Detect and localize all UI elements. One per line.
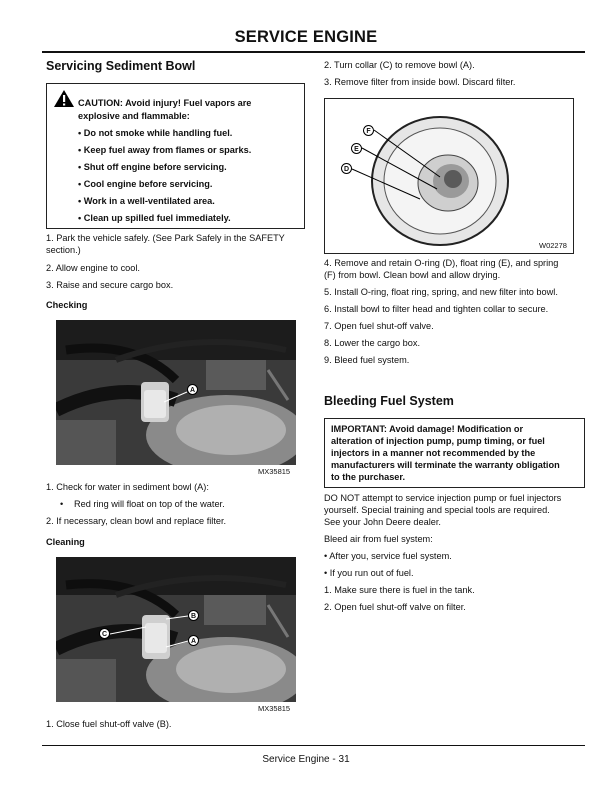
image-caption: MX35815 bbox=[258, 467, 291, 476]
step-text: 2. Turn collar (C) to remove bowl (A). bbox=[324, 60, 475, 70]
step-text: 3. Raise and secure cargo box. bbox=[46, 280, 174, 290]
title-rule bbox=[42, 51, 585, 53]
step-text: 1. Close fuel shut-off valve (B). bbox=[46, 719, 172, 729]
caution-heading-2: explosive and flammable: bbox=[78, 111, 190, 121]
step-text: 7. Open fuel shut-off valve. bbox=[324, 321, 434, 331]
callout-e: E bbox=[351, 143, 362, 154]
step-text: 2. If necessary, clean bowl and replace filter. bbox=[46, 516, 227, 526]
text-line: • After you, service fuel system. bbox=[324, 551, 452, 561]
important-line: manufacturers will terminate the warranty obligation bbox=[331, 460, 560, 470]
important-line: IMPORTANT: Avoid damage! Modification or bbox=[331, 424, 524, 434]
page-title: SERVICE ENGINE bbox=[234, 28, 378, 46]
bullet-dot: • bbox=[60, 499, 64, 509]
page-footer: Service Engine - 31 bbox=[262, 754, 350, 765]
callout-a: A bbox=[188, 635, 199, 646]
text-line: • If you run out of fuel. bbox=[324, 568, 414, 578]
important-line: to the purchaser. bbox=[331, 472, 406, 482]
caution-bullet: • Shut off engine before servicing. bbox=[78, 162, 227, 172]
image-caption: MX35815 bbox=[258, 704, 291, 713]
important-box bbox=[324, 418, 585, 488]
step-text: 4. Remove and retain O-ring (D), float ring (E), and spring bbox=[324, 258, 559, 268]
section-heading-sediment-bowl: Servicing Sediment Bowl bbox=[46, 59, 196, 73]
step-text: 2. Allow engine to cool. bbox=[46, 263, 140, 273]
footer-rule bbox=[42, 745, 585, 746]
paragraph-line: DO NOT attempt to service injection pump or fuel injectors bbox=[324, 493, 562, 503]
step-text: (F) from bowl. Clean bowl and allow drying. bbox=[324, 270, 501, 280]
subheading-cleaning: Cleaning bbox=[46, 537, 85, 547]
important-line: alteration of injection pump, pump timing, or fuel bbox=[331, 436, 545, 446]
step-text: 8. Lower the cargo box. bbox=[324, 338, 421, 348]
callout-f: F bbox=[363, 125, 374, 136]
step-text: section.) bbox=[46, 245, 81, 255]
engine-photo-checking bbox=[56, 320, 296, 465]
text-line: Bleed air from fuel system: bbox=[324, 534, 433, 544]
step-text: 6. Install bowl to filter head and tighten collar to secure. bbox=[324, 304, 549, 314]
paragraph-line: yourself. Special training and special tools are required. bbox=[324, 505, 550, 515]
text-line: 2. Open fuel shut-off valve on filter. bbox=[324, 602, 466, 612]
text-line: 1. Make sure there is fuel in the tank. bbox=[324, 585, 475, 595]
step-text: 1. Check for water in sediment bowl (A): bbox=[46, 482, 209, 492]
important-line: injectors in a manner not recommended by the bbox=[331, 448, 536, 458]
caution-bullet: • Work in a well-ventilated area. bbox=[78, 196, 215, 206]
callout-c: C bbox=[99, 628, 110, 639]
step-text: 1. Park the vehicle safely. (See Park Safely in the SAFETY bbox=[46, 233, 285, 243]
caution-bullet: • Keep fuel away from flames or sparks. bbox=[78, 145, 252, 155]
callout-a: A bbox=[187, 384, 198, 395]
engine-photo-cleaning bbox=[56, 557, 296, 702]
callout-d: D bbox=[341, 163, 352, 174]
bullet-text: Red ring will float on top of the water. bbox=[74, 499, 225, 509]
subheading-checking: Checking bbox=[46, 300, 88, 310]
step-text: 5. Install O-ring, float ring, spring, and new filter into bowl. bbox=[324, 287, 558, 297]
step-text: 3. Remove filter from inside bowl. Discard filter. bbox=[324, 77, 516, 87]
caution-bullet: • Clean up spilled fuel immediately. bbox=[78, 213, 231, 223]
paragraph-line: See your John Deere dealer. bbox=[324, 517, 441, 527]
callout-b: B bbox=[188, 610, 199, 621]
caution-box bbox=[46, 83, 305, 229]
step-text: 9. Bleed fuel system. bbox=[324, 355, 410, 365]
caution-bullet: • Do not smoke while handling fuel. bbox=[78, 128, 233, 138]
caution-heading-1: CAUTION: Avoid injury! Fuel vapors are bbox=[78, 98, 252, 108]
caution-bullet: • Cool engine before servicing. bbox=[78, 179, 213, 189]
sediment-bowl-figure bbox=[324, 98, 574, 254]
section-heading-bleeding: Bleeding Fuel System bbox=[324, 394, 454, 408]
image-caption: W02278 bbox=[539, 241, 567, 250]
warning-triangle-icon bbox=[53, 89, 75, 113]
